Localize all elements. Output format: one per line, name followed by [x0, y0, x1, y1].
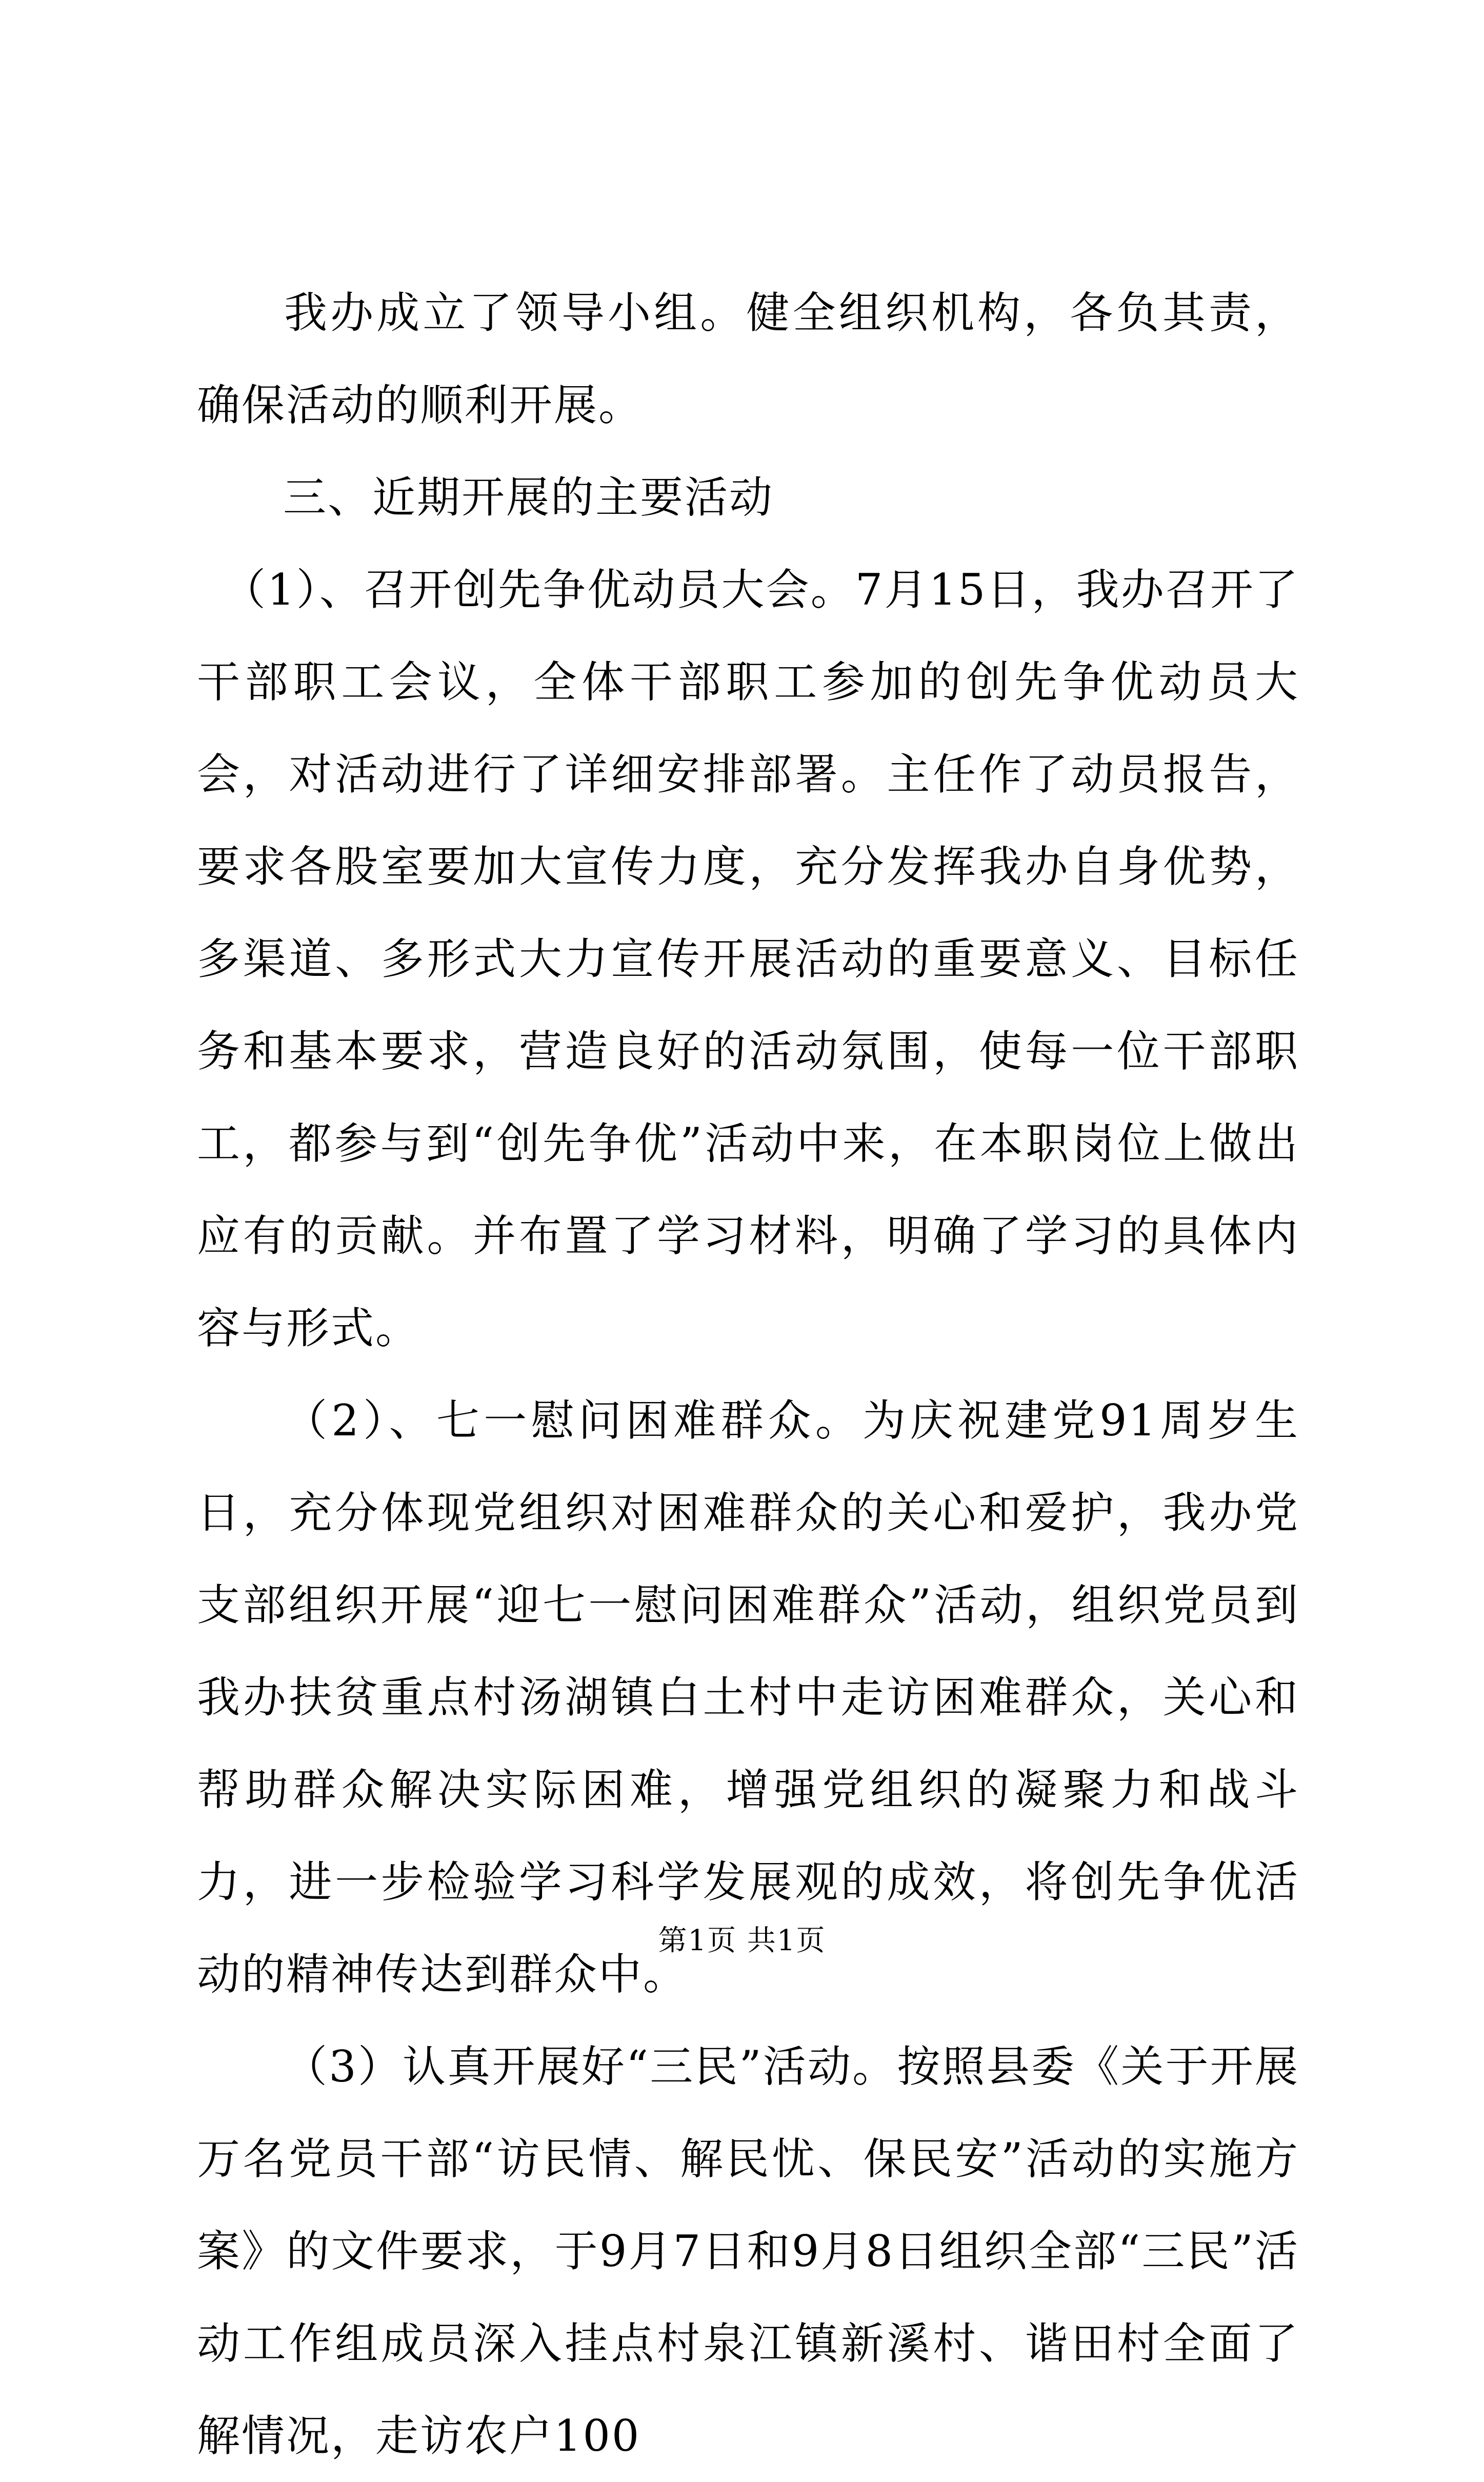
paragraph-july-first-visits: （2）、七一慰问困难群众。为庆祝建党91周岁生日，充分体现党组织对困难群众的关心和爱护，我办党支部组织开展“迎七一慰问困难群众”活动，组织党员到我办扶贫重点村汤湖镇白土村中走访困难群众，关心和帮助群众解决实际困难，增强党组织的凝聚力和战斗力，进一步检验学习科学发展观的成效，将创先争优活动的精神传达到群众中。	[197, 1395, 1299, 1999]
paragraph-mobilization-meeting: （1）、召开创先争优动员大会。7月15日，我办召开了干部职工会议，全体干部职工参加的创先争优动员大会，对活动进行了详细安排部署。主任作了动员报告，要求各股室要加大宣传力度，充分发挥我办自身优势，多渠道、多形式大力宣传开展活动的重要意义、目标任务和基本要求，营造良好的活动氛围，使每一位干部职工，都参与到“创先争优”活动中来，在本职岗位上做出应有的贡献。并布置了学习材料，明确了学习的具体内容与形式。	[197, 565, 1299, 1353]
page-footer: 第1页 共1页	[658, 1924, 826, 1957]
paragraph-leadership-group: 我办成立了领导小组。健全组织机构，各负其责，确保活动的顺利开展。	[197, 288, 1299, 430]
document-body	[197, 267, 1299, 2482]
paragraph-three-min-activity: （3）认真开展好“三民”活动。按照县委《关于开展万名党员干部“访民情、解民忧、保民安”活动的实施方案》的文件要求，于9月7日和9月8日组织全部“三民”活动工作组成员深入挂点村泉江镇新溪村、谐田村全面了解情况，走访农户100	[197, 2041, 1299, 2461]
section-heading-main-activities: 三、近期开展的主要活动	[283, 472, 774, 523]
